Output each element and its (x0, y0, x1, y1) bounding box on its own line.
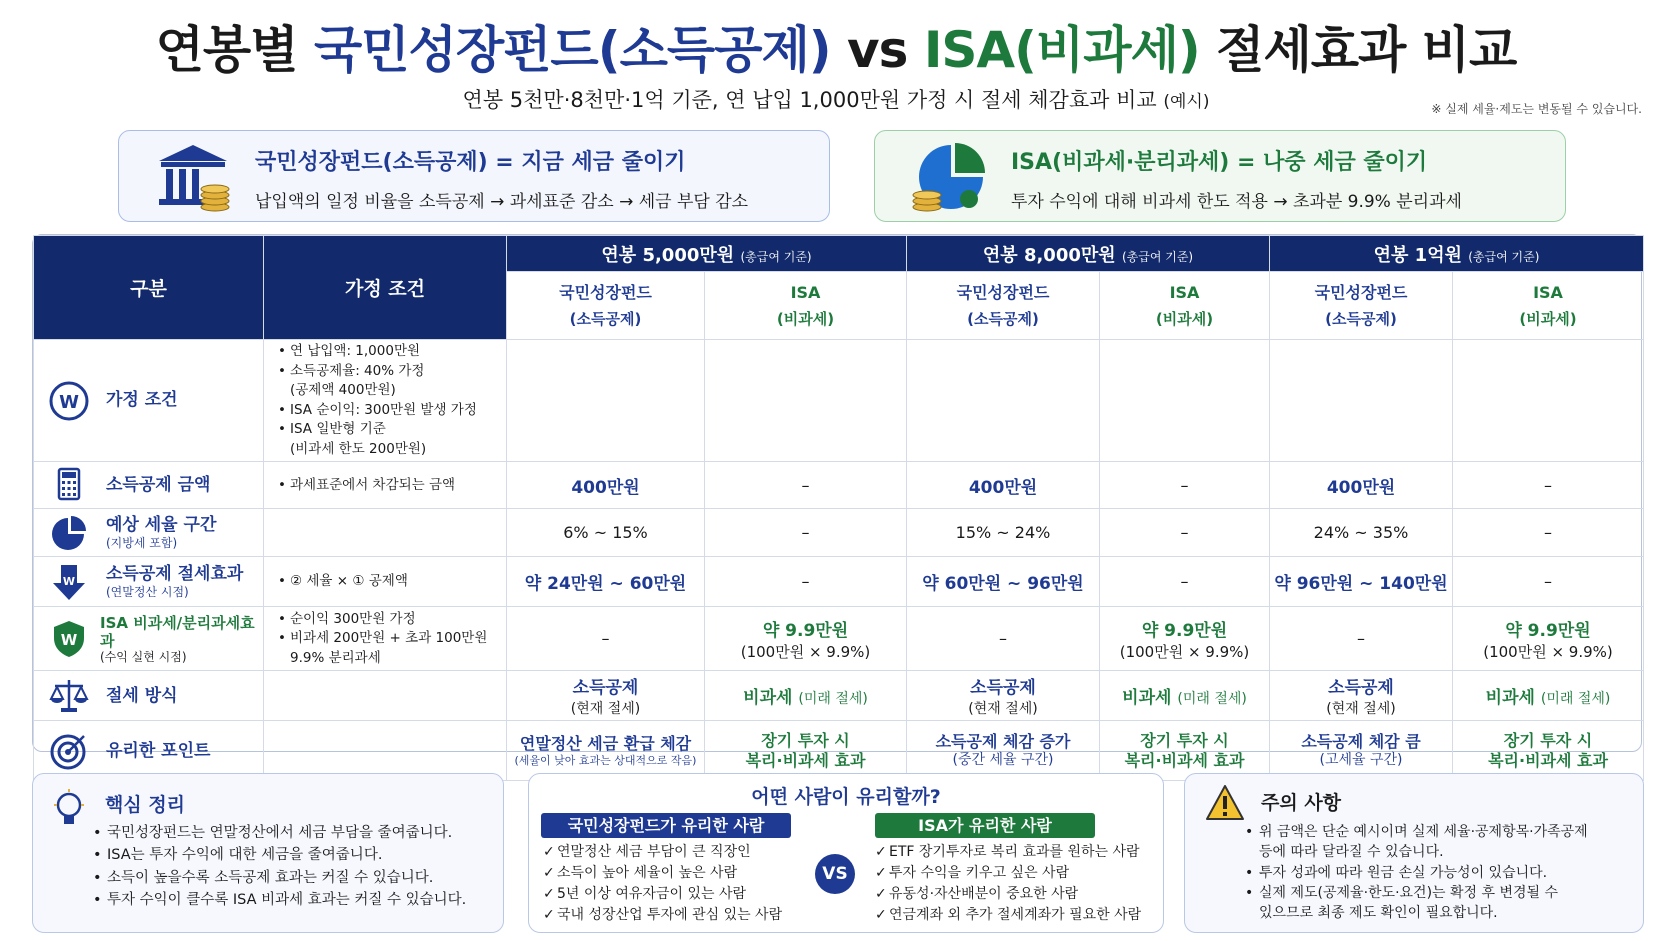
cell-value: – (1453, 509, 1644, 557)
list-item: • 위 금액은 단순 예시이며 실제 세율·공제항목·가족공제 등에 따라 달라질 수 있습니다. (1245, 822, 1588, 863)
cell-value: – (1453, 557, 1644, 607)
header-salary-50m: 연봉 5,000만원 (총급여 기준) (507, 236, 907, 272)
caution-box (1184, 773, 1644, 933)
cell-value: – (1100, 509, 1270, 557)
cell-value: 비과세 (미래 절세) (1100, 671, 1270, 721)
fund-summary-card (118, 130, 830, 222)
isa-summary-desc: 투자 수익에 대해 비과세 한도 적용 → 초과분 9.9% 분리과세 (1011, 192, 1462, 212)
summary-box (32, 773, 504, 933)
warning-icon (1205, 784, 1245, 822)
scale-icon (48, 675, 90, 717)
who-title: 어떤 사람이 유리할까? (751, 786, 941, 808)
cell-value: – (1100, 462, 1270, 509)
header-condition: 가정 조건 (264, 236, 507, 340)
list-item: • 투자 성과에 따라 원금 손실 가능성이 있습니다. (1245, 863, 1588, 883)
list-item: ✓ 연금계좌 외 추가 절세계좌가 필요한 사람 (875, 905, 1141, 926)
isa-who-title: ISA가 유리한 사람 (875, 813, 1095, 838)
shield-won-icon (48, 618, 90, 660)
subheader-isa: ISA (비과세) (1453, 272, 1644, 340)
disclaimer-note: ※ 실제 세율·제도는 변동될 수 있습니다. (1431, 102, 1642, 116)
deduction-condition: • 과세표준에서 차감되는 금액 (264, 462, 507, 509)
header-category: 구분 (34, 236, 264, 340)
list-item: • 실제 제도(공제율·한도·요건)는 확정 후 변경될 수 있으므로 최종 제도 확인이 필요합니다. (1245, 883, 1588, 924)
subheader-fund: 국민성장펀드 (소득공제) (1270, 272, 1453, 340)
vs-badge: VS (815, 854, 855, 894)
down-arrow-won-icon (48, 561, 90, 603)
list-item: ✓ 5년 이상 여유자금이 있는 사람 (543, 884, 782, 905)
fund-summary-desc: 납입액의 일정 비율을 소득공제 → 과세표준 감소 → 세금 부담 감소 (255, 192, 749, 212)
cell-value: 장기 투자 시 복리·비과세 효과 (1100, 721, 1270, 781)
table-row (34, 462, 1644, 509)
table-row (34, 509, 1644, 557)
table-row (34, 557, 1644, 607)
cell-value: – (907, 607, 1100, 671)
cell-value: 소득공제 (현재 절세) (1270, 671, 1453, 721)
isa-summary-card (874, 130, 1566, 222)
svg-text:W: W (60, 630, 78, 649)
page-title: 연봉별 국민성장펀드(소득공제) vs ISA(비과세) 절세효과 비교 (155, 21, 1517, 79)
page-subtitle: 연봉 5천만·8천만·1억 기준, 연 납입 1,000만원 가정 시 절세 체감효과 비교 (예시) (462, 88, 1210, 112)
cell-value: – (507, 607, 705, 671)
calculator-icon (48, 464, 90, 506)
table-row (34, 607, 1644, 671)
row-label-isa-effect: W ISA 비과세/분리과세효과 (수익 실현 시점) (34, 607, 264, 671)
cell-value: – (705, 509, 907, 557)
cell-value: 약 96만원 ~ 140만원 (1270, 557, 1453, 607)
list-item: • ISA는 투자 수익에 대한 세금을 줄여줍니다. (93, 844, 466, 866)
list-item: ✓ 소득이 높아 세율이 높은 사람 (543, 863, 782, 884)
cell-value: 약 9.9만원 (100만원 × 9.9%) (705, 607, 907, 671)
header-salary-100m: 연봉 1억원 (총급여 기준) (1270, 236, 1644, 272)
list-item: ✓ 연말정산 세금 부담이 큰 직장인 (543, 842, 782, 863)
cell-value: 소득공제 체감 큼 (고세율 구간) (1270, 721, 1453, 781)
cell-value: 약 60만원 ~ 96만원 (907, 557, 1100, 607)
subheader-fund: 국민성장펀드 (소득공제) (907, 272, 1100, 340)
comparison-table (32, 234, 1642, 770)
list-item: ✓ ETF 장기투자로 복리 효과를 원하는 사람 (875, 842, 1141, 863)
header-salary-80m: 연봉 8,000만원 (총급여 기준) (907, 236, 1270, 272)
cell-value: 비과세 (미래 절세) (1453, 671, 1644, 721)
table-row (34, 671, 1644, 721)
list-item: ✓ 유동성·자산배분이 중요한 사람 (875, 884, 1141, 905)
cell-value: 6% ~ 15% (507, 509, 705, 557)
list-item: • 국민성장펀드는 연말정산에서 세금 부담을 줄여줍니다. (93, 822, 466, 844)
cell-value: 비과세 (미래 절세) (705, 671, 907, 721)
cell-value: 24% ~ 35% (1270, 509, 1453, 557)
row-label-method: 절세 방식 (34, 671, 264, 721)
cell-value: 연말정산 세금 환급 체감 (세율이 낮아 효과는 상대적으로 작음) (507, 721, 705, 781)
cell-value: 400만원 (907, 462, 1100, 509)
cell-value: – (1270, 607, 1453, 671)
pie-chart-coins-icon (911, 141, 987, 213)
list-item: ✓ 국내 성장산업 투자에 관심 있는 사람 (543, 905, 782, 926)
cell-value: 소득공제 (현재 절세) (507, 671, 705, 721)
fund-who-title: 국민성장펀드가 유리한 사람 (541, 813, 791, 838)
cell-value: 약 9.9만원 (100만원 × 9.9%) (1100, 607, 1270, 671)
deduction-effect-condition: • ② 세율 × ① 공제액 (264, 557, 507, 607)
list-item: • 소득이 높을수록 소득공제 효과는 커질 수 있습니다. (93, 867, 466, 889)
cell-value: – (705, 557, 907, 607)
list-item: ✓ 투자 수익을 키우고 싶은 사람 (875, 863, 1141, 884)
row-label-deduction: 소득공제 금액 (34, 462, 264, 509)
isa-effect-conditions: • 순이익 300만원 가정 • 비과세 200만원 + 초과 100만원 9.9% 분리과세 (264, 607, 507, 671)
summary-title: 핵심 정리 (105, 794, 186, 816)
cell-value: – (1100, 557, 1270, 607)
table-row (34, 721, 1644, 781)
cell-value: 장기 투자 시 복리·비과세 효과 (705, 721, 907, 781)
cell-value: 400만원 (507, 462, 705, 509)
bank-coins-icon (155, 141, 231, 213)
who-benefits-box (528, 773, 1164, 933)
target-icon (48, 730, 90, 772)
row-label-tax-rate: 예상 세율 구간 (지방세 포함) (34, 509, 264, 557)
cell-value: 소득공제 (현재 절세) (907, 671, 1100, 721)
caution-title: 주의 사항 (1261, 792, 1342, 814)
assumption-conditions: • 연 납입액: 1,000만원 • 소득공제율: 40% 가정 (공제액 400만원) • ISA 순이익: 300만원 발생 가정 • ISA 일반형 기준 (비과세 한도 200만원) (264, 340, 507, 462)
cell-value: 약 24만원 ~ 60만원 (507, 557, 705, 607)
subheader-isa: ISA (비과세) (1100, 272, 1270, 340)
list-item: • 투자 수익이 클수록 ISA 비과세 효과는 커질 수 있습니다. (93, 889, 466, 911)
row-label-advantage: 유리한 포인트 (34, 721, 264, 781)
cell-value: 소득공제 체감 증가 (중간 세율 구간) (907, 721, 1100, 781)
table-row (34, 340, 1644, 462)
lightbulb-icon (51, 788, 87, 832)
row-label-deduction-effect: W 소득공제 절세효과 (연말정산 시점) (34, 557, 264, 607)
cell-value: 약 9.9만원 (100만원 × 9.9%) (1453, 607, 1644, 671)
cell-value: 장기 투자 시 복리·비과세 효과 (1453, 721, 1644, 781)
svg-text:W: W (62, 574, 76, 588)
won-circle-icon (48, 380, 90, 422)
subheader-isa: ISA (비과세) (705, 272, 907, 340)
cell-value: 400만원 (1270, 462, 1453, 509)
cell-value: 15% ~ 24% (907, 509, 1100, 557)
cell-value: – (705, 462, 907, 509)
svg-text:W: W (59, 391, 79, 413)
fund-summary-heading: 국민성장펀드(소득공제) = 지금 세금 줄이기 (255, 150, 686, 175)
pie-chart-icon (48, 512, 90, 554)
subheader-fund: 국민성장펀드 (소득공제) (507, 272, 705, 340)
row-label-assumption: W 가정 조건 (34, 340, 264, 462)
isa-summary-heading: ISA(비과세·분리과세) = 나중 세금 줄이기 (1011, 150, 1428, 175)
cell-value: – (1453, 462, 1644, 509)
